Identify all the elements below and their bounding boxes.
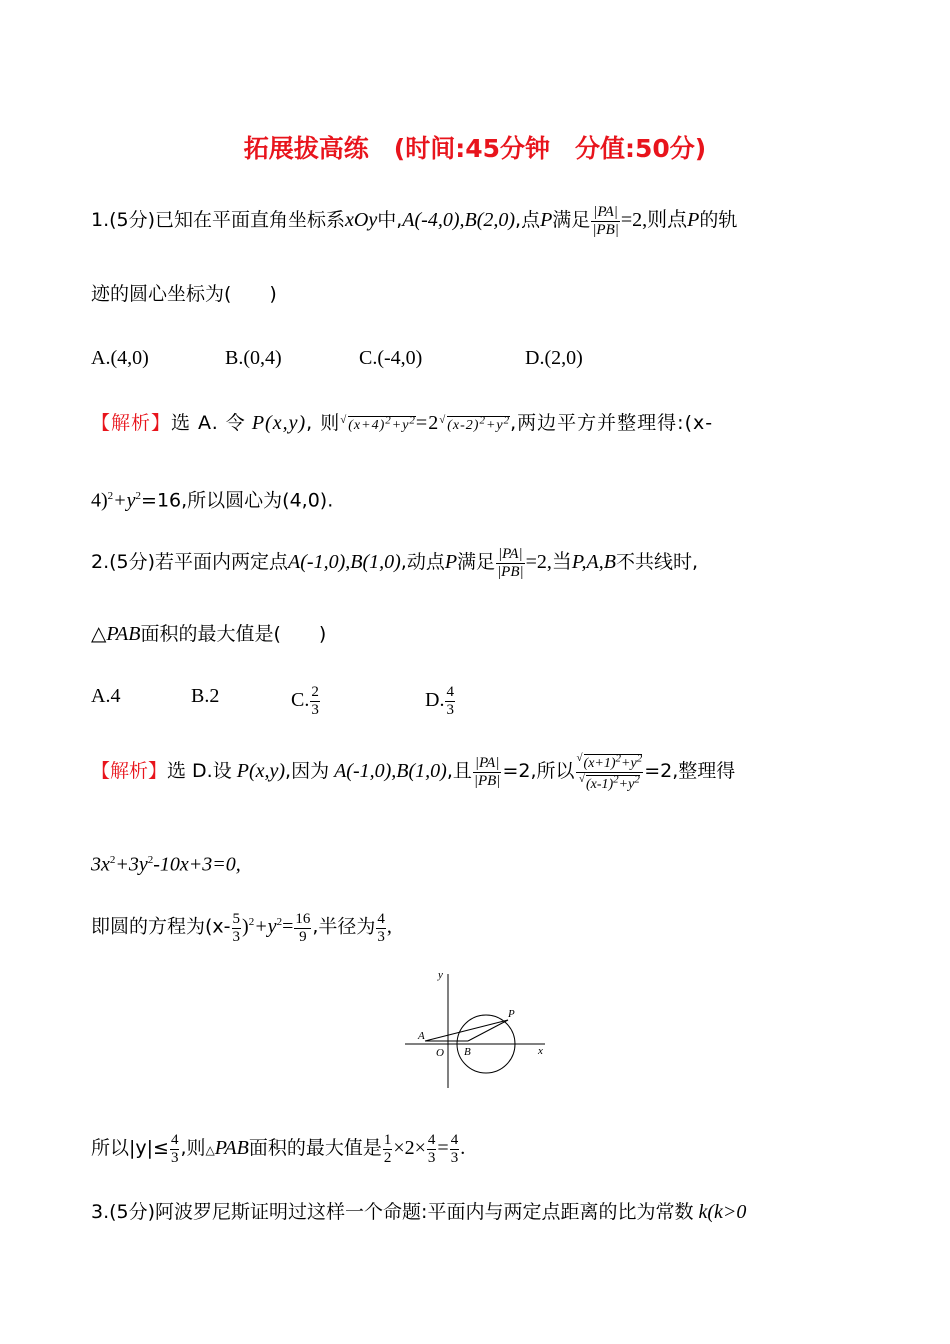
q1-option-a: A.(4,0) (91, 347, 149, 369)
circle-figure (400, 966, 550, 1092)
q2-stem: 2.(5分)若平面内两定点A(-1,0),B(1,0),动点P满足 $\frac{|PA|}{|PB|}$ =2,当P,A,B不共线时, (91, 546, 699, 580)
q1-options (91, 346, 583, 370)
q1-option-c: C.(-4,0) (359, 347, 423, 369)
q2-option-b: B.2 (191, 685, 220, 707)
q1-ratio-fraction: $\frac{|PA|}{|PB|}$ (592, 204, 619, 238)
q1-stem-line2: 迹的圆心坐标为( ) (91, 283, 277, 305)
point-a-label: A (418, 1030, 425, 1042)
y-axis-label: y (438, 969, 443, 981)
q1-option-d: D.(2,0) (525, 347, 583, 369)
point-p-label: P (508, 1008, 515, 1020)
q2-options (91, 684, 454, 718)
origin-label: O (436, 1047, 444, 1059)
q2-option-c: C. $\frac{2}{3}$ (291, 684, 319, 718)
x-axis-label: x (538, 1045, 543, 1057)
q2-equation-1: $3x^2+3y^2-10x+3=0$, (91, 853, 241, 876)
q2-equation-2: 即圆的方程为(x- $\frac{5}{3}$ )$^2+y^2=$ $\frac{16}{9}$ ,半径为 $\frac{4}{3}$ , (91, 910, 392, 945)
q1-radical-2: $^√(x-2)^2+y^2$ (439, 414, 511, 433)
q2-radical-fraction: $\frac{^√(x+1)^2+y^2}{^√(x-1)^2+y^2}$ (576, 752, 643, 792)
q2-ratio-fraction: $\frac{|PA|}{|PB|}$ (497, 546, 524, 580)
page-title: 拓展拔高练 (时间:45分钟 分值:50分) (243, 134, 707, 163)
point-b-label: B (464, 1046, 471, 1058)
q2-option-a: A.4 (91, 685, 121, 707)
q2-option-d: D. $\frac{4}{3}$ (425, 684, 454, 718)
q2-conclusion: 所以|y|≤ $\frac{4}{3}$ ,则△PAB面积的最大值是 $\frac{1}{2}$ ×2× $\frac{4}{3}$ = $\frac{4}{3}$ . (91, 1132, 466, 1166)
q1-solution-line2: $4)^2+y^2=16$,所以圆心为(4,0). (91, 489, 334, 512)
q3-stem: 3.(5分)阿波罗尼斯证明过这样一个命题:平面内与两定点距离的比为常数 k(k>0 (91, 1201, 747, 1223)
q2-solution: 【解析】选 D.设 P(x,y),因为 A(-1,0),B(1,0),且 $\frac{|PA|}{|PB|}$ =2,所以 $\frac{^√(x+1)^2+y^2}{^√(x-1)^2+y^2}$ =2,整理得 (91, 752, 736, 792)
q2-stem-line2: △PAB面积的最大值是( ) (91, 623, 327, 645)
segment-bp (468, 1020, 508, 1041)
q1-solution: 【解析】选 A. 令 P(x,y), 则$^√(x+4)^2+y^2=2^√(x-2)^2+y^2$,两边平方并整理得:(x- (91, 408, 713, 438)
solution-tag: 【解析】 (91, 412, 172, 434)
q1-radical-1: $^√(x+4)^2+y^2$ (340, 414, 416, 433)
q1-option-b: B.(0,4) (225, 347, 282, 369)
q1-stem: 1.(5分)已知在平面直角坐标系xOy中,A(-4,0),B(2,0),点P满足 $\frac{|PA|}{|PB|}$ =2,则点P的轨 (91, 204, 738, 238)
solution-tag: 【解析】 (91, 760, 168, 783)
